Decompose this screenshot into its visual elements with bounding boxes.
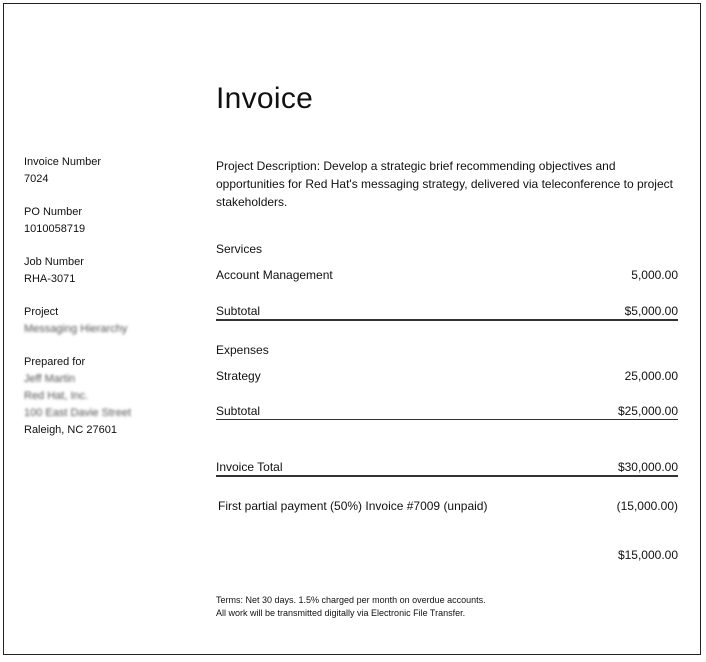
services-item-label: Account Management xyxy=(216,268,333,282)
prepared-for-city: Raleigh, NC 27601 xyxy=(24,424,117,436)
balance-due-row xyxy=(216,548,678,562)
expenses-item-row xyxy=(216,369,678,383)
prepared-for-company: Red Hat, Inc. xyxy=(24,390,89,402)
invoice-number-field xyxy=(24,154,194,188)
terms-line-2: All work will be transmitted digitally via Electronic File Transfer. xyxy=(216,608,466,618)
invoice-number-value: 7024 xyxy=(24,173,49,185)
prepared-for-label: Prepared for xyxy=(24,356,86,368)
services-subtotal-row xyxy=(216,304,678,321)
expenses-item-amount: 25,000.00 xyxy=(624,369,678,383)
partial-payment-amount: (15,000.00) xyxy=(616,499,678,513)
invoice-total-amount: $30,000.00 xyxy=(617,460,678,474)
partial-payment-label: First partial payment (50%) Invoice #7009 (unpaid) xyxy=(218,499,488,513)
po-number-label: PO Number xyxy=(24,206,83,218)
job-number-value: RHA-3071 xyxy=(24,273,76,285)
invoice-number-label: Invoice Number xyxy=(24,156,102,168)
services-subtotal-amount: $5,000.00 xyxy=(624,304,678,318)
terms-line-1: Terms: Net 30 days. 1.5% charged per month on overdue accounts. xyxy=(216,595,486,605)
expenses-subtotal-label: Subtotal xyxy=(216,404,261,418)
expenses-subtotal-amount: $25,000.00 xyxy=(617,404,678,418)
expenses-subtotal-row xyxy=(216,404,678,420)
job-number-label: Job Number xyxy=(24,256,84,268)
po-number-field xyxy=(24,204,194,238)
job-number-field xyxy=(24,254,194,288)
invoice-total-row xyxy=(216,460,678,477)
invoice-page xyxy=(3,3,701,655)
project-field xyxy=(24,304,194,338)
prepared-for-field xyxy=(24,354,194,439)
invoice-total-label: Invoice Total xyxy=(216,460,283,474)
project-description: Project Description: Develop a strategic brief recommending objectives and opportunities for Red Hat's messaging strategy, delivered via teleconference to project stakeholders. xyxy=(216,159,673,209)
services-item-amount: 5,000.00 xyxy=(631,268,678,282)
invoice-details xyxy=(24,154,194,455)
partial-payment-row xyxy=(218,499,678,513)
services-subtotal-label: Subtotal xyxy=(216,304,261,318)
project-value: Messaging Hierarchy xyxy=(24,323,128,335)
invoice-title: Invoice xyxy=(216,82,314,115)
prepared-for-name: Jeff Martin xyxy=(24,373,76,385)
expenses-item-label: Strategy xyxy=(216,369,261,383)
project-label: Project xyxy=(24,306,59,318)
services-title: Services xyxy=(216,242,263,256)
prepared-for-street: 100 East Davie Street xyxy=(24,407,132,419)
services-item-row xyxy=(216,268,678,282)
payment-terms xyxy=(216,594,486,620)
expenses-title: Expenses xyxy=(216,343,269,357)
balance-due-amount: $15,000.00 xyxy=(617,548,678,562)
po-number-value: 1010058719 xyxy=(24,223,86,235)
